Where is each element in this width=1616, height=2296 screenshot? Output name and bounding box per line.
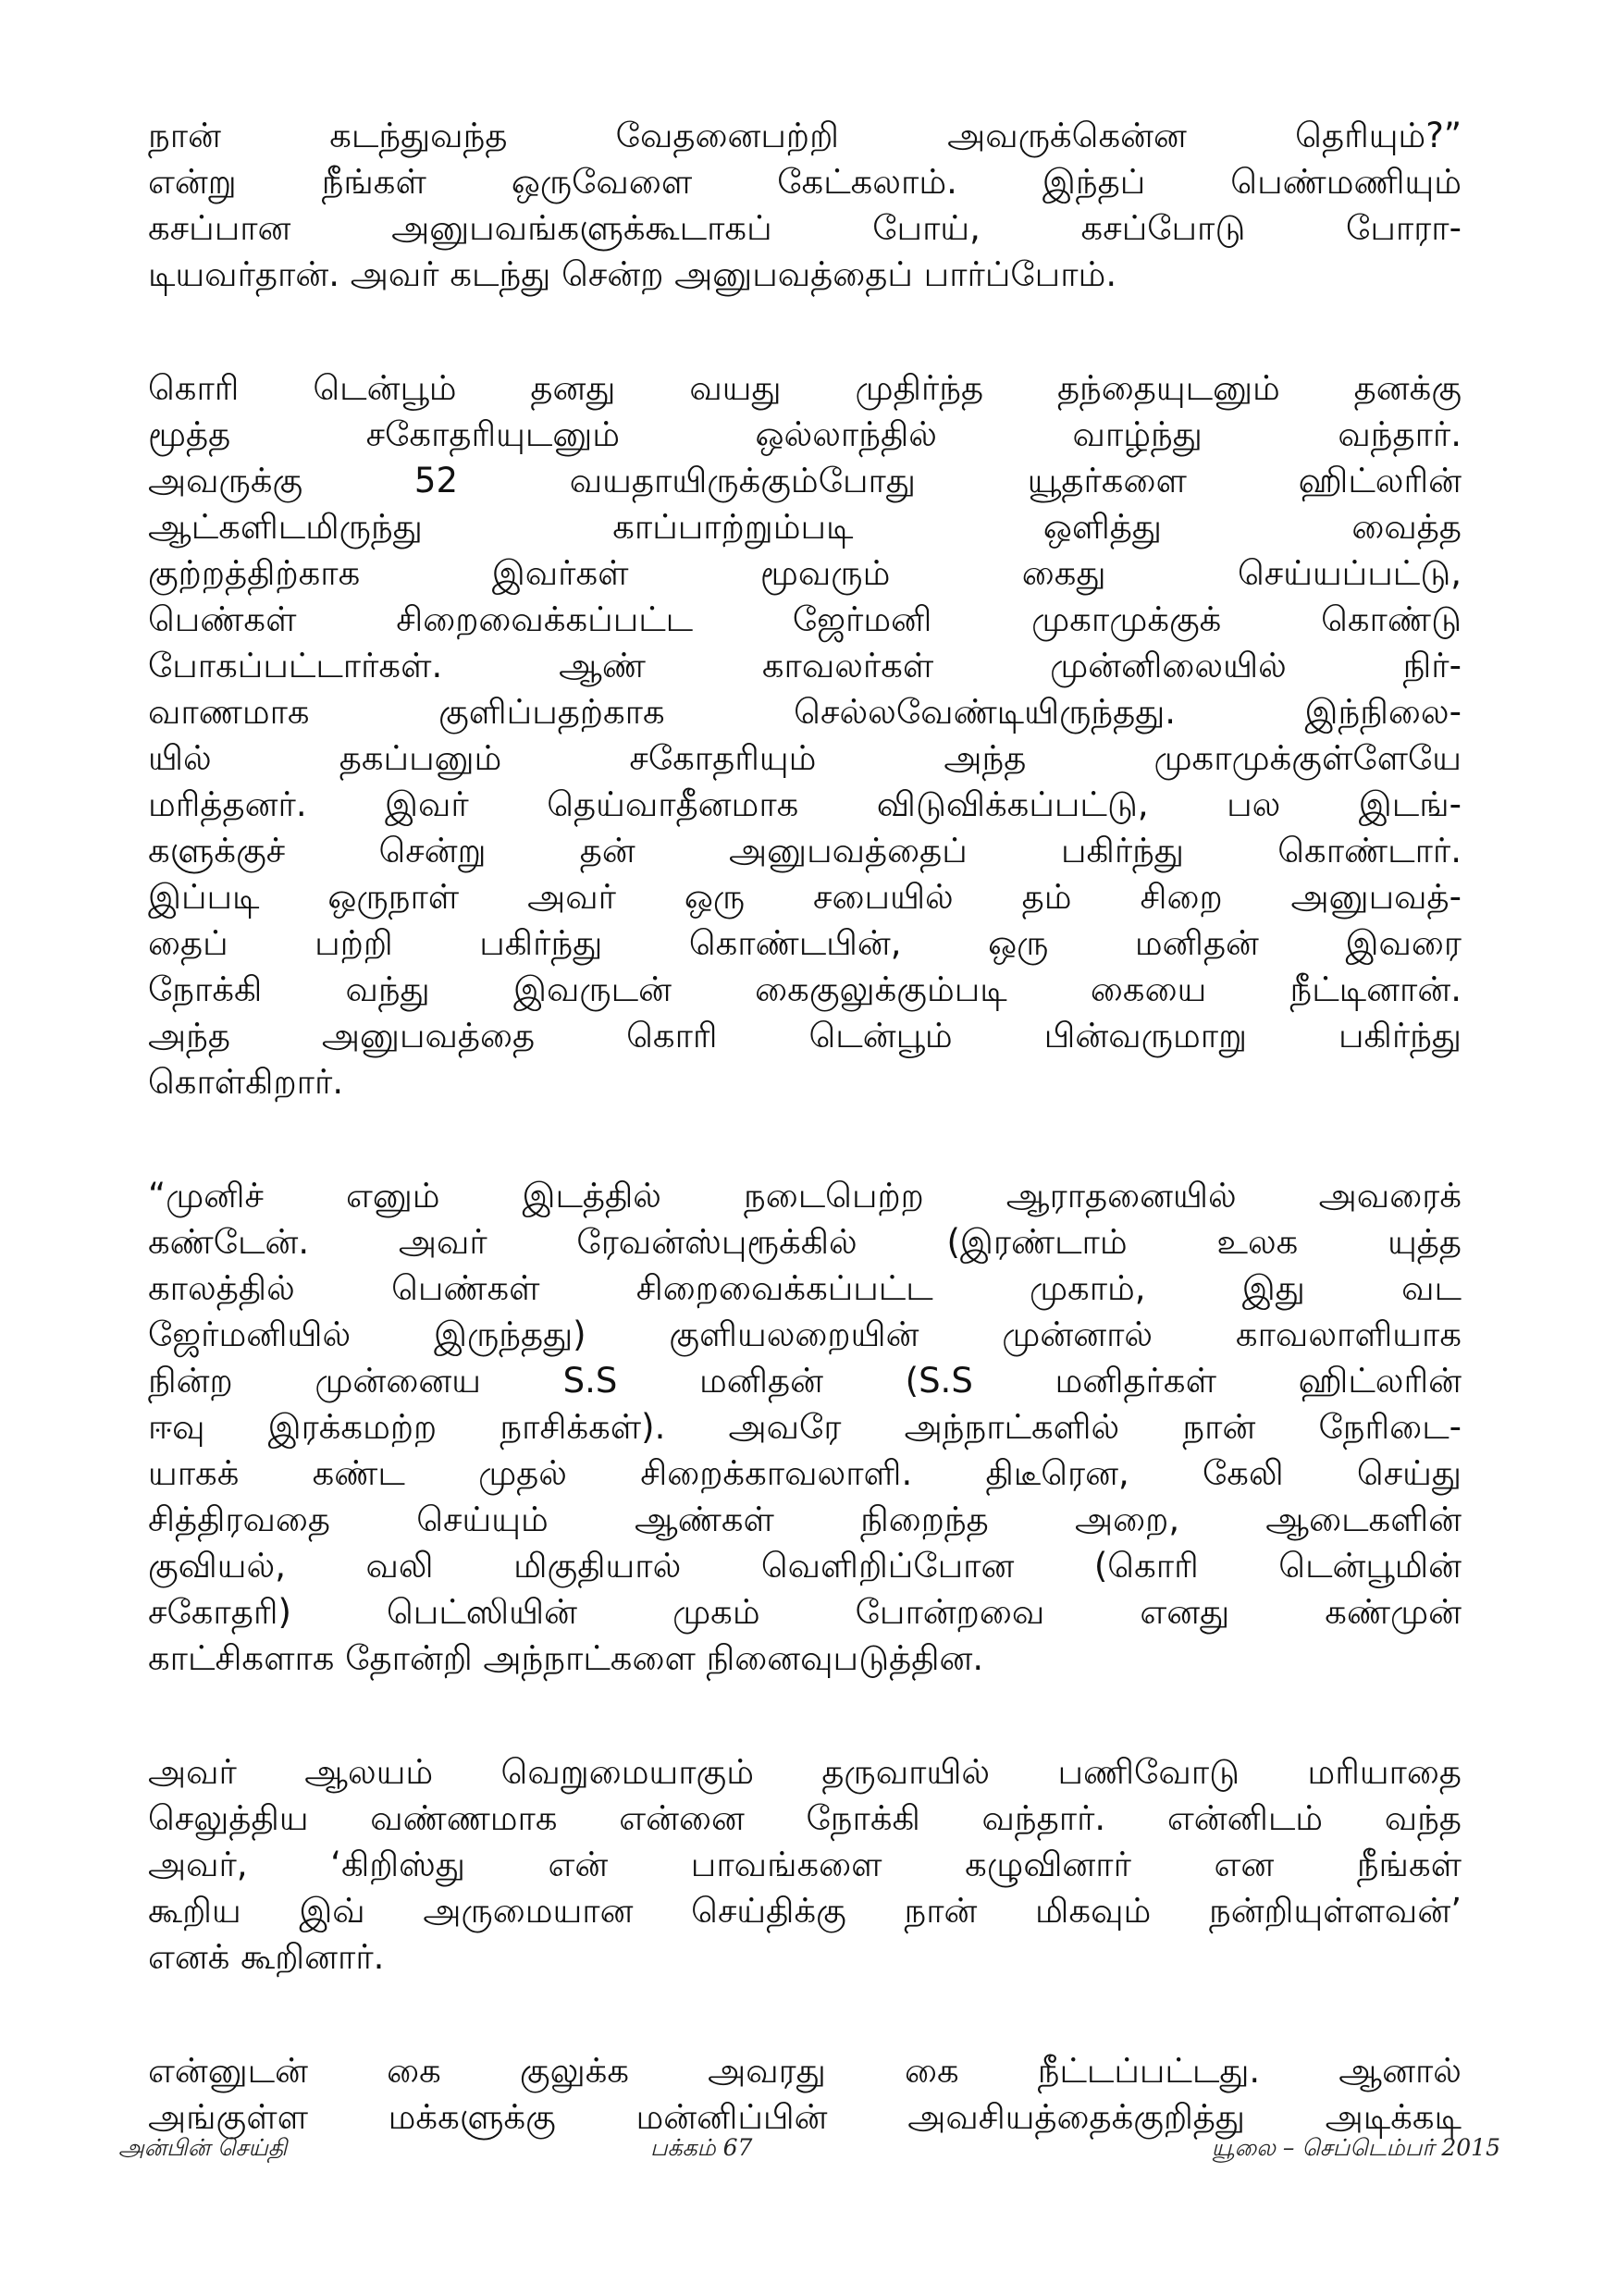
text-line: பெண்கள் சிறைவைக்கப்பட்ட ஜேர்மனி முகாமுக்குக் கொண்டு (148, 599, 1462, 639)
text-line: செலுத்திய வண்ணமாக என்னை நோக்கி வந்தார். என்னிடம் வந்த (148, 1798, 1462, 1838)
text-line: “முனிச் எனும் இடத்தில் நடைபெற்ற ஆராதனையில் அவரைக் (148, 1176, 1462, 1216)
text-line: மரித்தனர். இவர் தெய்வாதீனமாக விடுவிக்கப்பட்டு, பல இடங்- (148, 784, 1462, 824)
text-line: மூத்த சகோதரியுடனும் ஒல்லாந்தில் வாழ்ந்து வந்தார். (148, 414, 1462, 454)
text-line: களுக்குச் சென்று தன் அனுபவத்தைப் பகிர்ந்து கொண்டார். (148, 831, 1462, 870)
text-line: குற்றத்திற்காக இவர்கள் மூவரும் கைது செய்யப்பட்டு, (148, 553, 1462, 593)
article-body (148, 113, 1462, 2208)
text-line: தைப் பற்றி பகிர்ந்து கொண்டபின், ஒரு மனிதன் இவரை (148, 923, 1462, 963)
paragraph-3-quote (148, 1173, 1462, 1682)
text-line: ஈவு இரக்கமற்ற நாசிக்கள்). அவரே அந்நாட்களில் நான் நேரிடை- (148, 1407, 1462, 1447)
text-line: அங்குள்ள மக்களுக்கு மன்னிப்பின் அவசியத்தைக்குறித்து அடிக்கடி (148, 2097, 1462, 2137)
text-line: போகப்பட்டார்கள். ஆண் காவலர்கள் முன்னிலையில் நிர்- (148, 646, 1462, 685)
text-line: நான் கடந்துவந்த வேதனைபற்றி அவருக்கென்ன தெரியும்?” (148, 116, 1462, 155)
text-line: அவருக்கு 52 வயதாயிருக்கும்போது யூதர்களை ஹிட்லரின் (148, 461, 1462, 500)
text-line: சித்திரவதை செய்யும் ஆண்கள் நிறைந்த அறை, ஆடைகளின் (148, 1500, 1462, 1539)
footer-page-number: பக்கம் 67 (650, 2134, 753, 2161)
text-line: யில் தகப்பனும் சகோதரியும் அந்த முகாமுக்குள்ளேயே (148, 738, 1462, 778)
text-line: குவியல், வலி மிகுதியால் வெளிறிப்போன (கொரி டென்பூமின் (148, 1546, 1462, 1586)
text-line: கூறிய இவ் அருமையான செய்திக்கு நான் மிகவும் நன்றியுள்ளவன்’ (148, 1891, 1462, 1931)
text-line: நின்ற முன்னைய S.S மனிதன் (S.S மனிதர்கள் ஹிட்லரின் (148, 1361, 1462, 1401)
text-line: வாணமாக குளிப்பதற்காக செல்லவேண்டியிருந்தது. இந்நிலை- (148, 692, 1462, 732)
text-line: டியவர்தான். அவர் கடந்து சென்ற அனுபவத்தைப் பார்ப்போம். (148, 254, 1117, 294)
text-line: எனக் கூறினார். (148, 1937, 385, 1977)
text-line: நோக்கி வந்து இவருடன் கைகுலுக்கும்படி கையை நீட்டினான். (148, 969, 1462, 1009)
page-footer (118, 2129, 1500, 2166)
text-line: சகோதரி) பெட்ஸியின் முகம் போன்றவை எனது கண்முன் (148, 1592, 1462, 1632)
text-line: அந்த அனுபவத்தை கொரி டென்பூம் பின்வருமாறு பகிர்ந்து (148, 1016, 1462, 1055)
paragraph-5 (148, 2048, 1462, 2141)
text-line: இப்படி ஒருநாள் அவர் ஒரு சபையில் தம் சிறை அனுபவத்- (148, 877, 1462, 917)
text-line: என்னுடன் கை குலுக்க அவரது கை நீட்டப்பட்டது. ஆனால் (148, 2051, 1462, 2091)
text-line: என்று நீங்கள் ஒருவேளை கேட்கலாம். இந்தப் பெண்மணியும் (148, 162, 1462, 202)
footer-publication-title: அன்பின் செய்தி (118, 2134, 288, 2161)
text-line: காலத்தில் பெண்கள் சிறைவைக்கப்பட்ட முகாம், இது வட (148, 1268, 1462, 1308)
paragraph-4 (148, 1749, 1462, 1981)
text-line: கொரி டென்பூம் தனது வயது முதிர்ந்த தந்தையுடனும் தனக்கு (148, 368, 1462, 408)
text-line: யாகக் கண்ட முதல் சிறைக்காவலாளி. திடீரென, கேலி செய்து (148, 1453, 1462, 1493)
text-line: காட்சிகளாக தோன்றி அந்நாட்களை நினைவுபடுத்தின. (148, 1638, 984, 1678)
footer-issue-date: யூலை – செப்டெம்பர் 2015 (1211, 2134, 1500, 2161)
text-line: அவர், ‘கிறிஸ்து என் பாவங்களை கழுவினார் என நீங்கள் (148, 1845, 1462, 1884)
paragraph-2 (148, 365, 1462, 1105)
text-line: கசப்பான அனுபவங்களுக்கூடாகப் போய், கசப்போடு போரா- (148, 208, 1462, 248)
paragraph-1 (148, 113, 1462, 298)
text-line: அவர் ஆலயம் வெறுமையாகும் தருவாயில் பணிவோடு மரியாதை (148, 1752, 1462, 1792)
text-line: ஆட்களிடமிருந்து காப்பாற்றும்படி ஒளித்து வைத்த (148, 507, 1462, 547)
text-line: கொள்கிறார். (148, 1062, 344, 1102)
text-line: கண்டேன். அவர் ரேவன்ஸ்புரூக்கில் (இரண்டாம் உலக யுத்த (148, 1222, 1462, 1262)
text-line: ஜேர்மனியில் இருந்தது) குளியலறையின் முன்னால் காவலாளியாக (148, 1315, 1462, 1354)
